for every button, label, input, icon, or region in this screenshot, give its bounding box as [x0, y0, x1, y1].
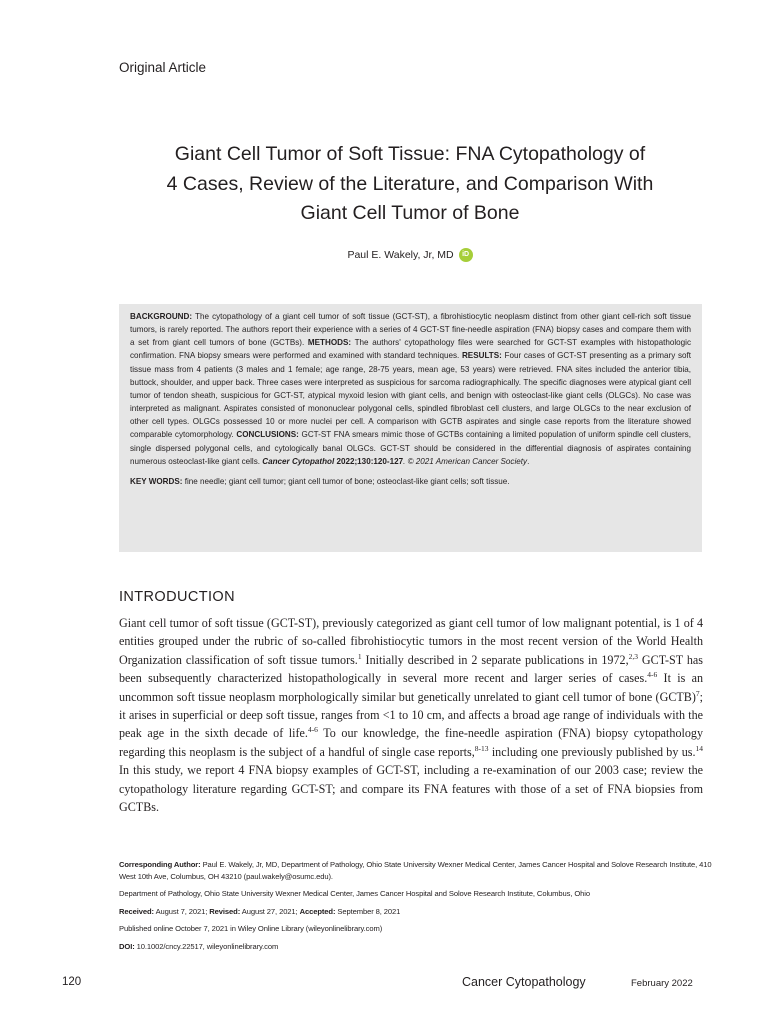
revised-label: Revised:: [209, 906, 241, 916]
abstract-results-label: RESULTS:: [461, 351, 502, 361]
article-type-label: Original Article: [119, 60, 207, 75]
citation-ref: 2022;130:120-127: [336, 456, 404, 466]
received-label: Received:: [119, 906, 154, 916]
journal-name: Cancer Cytopathology: [462, 975, 586, 989]
copyright-notice: . © 2021 American Cancer Society: [403, 456, 528, 466]
title-line: 4 Cases, Review of the Literature, and Comparison With: [166, 172, 654, 195]
title-line: Giant Cell Tumor of Soft Tissue: FNA Cytopathology of: [174, 143, 646, 165]
keywords: [130, 476, 691, 488]
reference-link[interactable]: 1: [357, 651, 362, 661]
reference-link[interactable]: 8-13: [474, 743, 489, 753]
published-note: Published online October 7, 2021 in Wiley Online Library (wileyonlinelibrary.com): [119, 924, 383, 933]
abstract-conclusions: GCT-ST FNA smears mimic those of GCTBs containing a limited population of uniform spindle cell clusters, single dispersed polygonal cells, and cytologically banal OLGCs. GCT-ST should be considered in the differential diagnosis of aspirates containing numerous osteoclast-like giant cells.: [130, 430, 691, 466]
doi-label: DOI:: [119, 941, 135, 951]
reference-link[interactable]: 4-6: [647, 670, 658, 680]
title-line: Giant Cell Tumor of Bone: [300, 202, 520, 224]
keywords-label: KEY WORDS:: [130, 476, 183, 486]
abstract-end: .: [527, 456, 530, 466]
intro-text: GCT-ST has been subsequently characterized histopathologically in several more recent and larger series of cases.: [119, 652, 703, 686]
abstract-results: Four cases of GCT-ST presenting as a primary soft tissue mass from 4 patients (3 males and 1 female; age range, 28-75 years, mean age, 53 years) were retrieved. FNA sites included the anterior tibia, buttock, shoulder, and upper back. Three cases were interpreted as suspicious for sarcoma radiographically. The specific diagnoses were atypical giant cell tumor of tendon sheath, suspicious for GCT-ST, atypical myxoid lesion with giant cells, and benign with osteoclast-like giant cells (OLGCs). No case was interpreted as malignant. Aspirates consisted of mononuclear polygonal cells, spindled fibroblast cell clusters, and large OLGCs to the near exclusion of other cell types. OLGCs possessed 10 or more nuclei per cell. A comparison with GCTB aspirates and single case reports from the literature showed comparable cytomorphology.: [130, 351, 691, 440]
dates-note: [119, 906, 719, 918]
section-heading-introduction: INTRODUCTION: [119, 589, 235, 605]
footnotes: [119, 859, 719, 958]
author-name: Paul E. Wakely, Jr, MD: [347, 249, 454, 261]
revised-date: August 27, 2021;: [240, 906, 300, 916]
reference-link[interactable]: 4-6: [307, 725, 318, 735]
intro-text: It is an uncommon soft tissue neoplasm morphologically similar but genetically unrelated to giant cell tumor of bone (GCTB): [119, 671, 703, 704]
intro-text: To our knowledge, the fine-needle aspiration (FNA) biopsy cytopathology regarding this neoplasm is the subject of a handful of single case reports,: [119, 726, 703, 759]
accepted-label: Accepted:: [299, 906, 336, 916]
intro-text: Initially described in 2 separate publications in 1972,: [361, 652, 629, 667]
corresponding-author-note: [119, 859, 719, 882]
intro-text: Giant cell tumor of soft tissue (GCT-ST), previously categorized as giant cell tumor of low malignant potential, is 1 of 4 entities grouped under the rubric of so-called fibrohistiocytic tumors in the most recent version of the World Health Organization classification of soft tissue tumors.: [119, 616, 703, 667]
abstract-background-label: BACKGROUND:: [130, 312, 193, 321]
intro-text: including one previously published by us.: [488, 744, 696, 759]
issue-date: February 2022: [631, 978, 693, 989]
citation-journal: Cancer Cytopathol: [262, 456, 335, 466]
page-number: 120: [62, 976, 82, 988]
affiliation-note: Department of Pathology, Ohio State University Wexner Medical Center, James Cancer Hospital and Solove Research Institute, Columbus, Ohio: [119, 889, 590, 898]
accepted-date: September 8, 2021: [335, 906, 401, 916]
reference-link[interactable]: 2,3: [628, 651, 638, 661]
author-line: [100, 246, 720, 264]
orcid-icon[interactable]: iD: [459, 248, 473, 262]
intro-text: In this study, we report 4 FNA biopsy examples of GCT-ST, including a re-examination of our 2003 case; review the cytopathology literature regarding GCT-ST; and compare its FNA features with those of a set of FNA biopsies from GCTBs.: [119, 763, 703, 815]
reference-link[interactable]: 7: [695, 688, 700, 698]
introduction-paragraph: [119, 614, 703, 816]
article-title: [100, 140, 720, 229]
doi-note: [119, 941, 719, 953]
doi-link[interactable]: 10.1002/cncy.22517, wileyonlinelibrary.com: [134, 941, 279, 951]
abstract-background: The cytopathology of a giant cell tumor of soft tissue (GCT-ST), a fibrohistiocytic neoplasm distinct from other giant cell-rich soft tissue tumors, is rarely reported. The authors report their experience with a series of 4 GCT-ST fine-needle aspiration (FNA) biopsy cases and compare them with a set from giant cell tumors of bone (GCTBs).: [130, 312, 691, 348]
abstract-box: [119, 304, 702, 552]
intro-text: ; it arises in superficial or deep soft tissue, ranges from <1 to 10 cm, and affects a broad age range of individuals with the peak age in the sixth decade of life.: [119, 689, 703, 741]
abstract-text: [130, 310, 691, 468]
abstract-methods: The authors' cytopathology files were searched for GCT-ST examples with histopathologic confirmation. FNA biopsy smears were performed and examined with standard techniques.: [130, 338, 691, 361]
corresponding-author-label: Corresponding Author:: [119, 860, 201, 869]
reference-link[interactable]: 14: [695, 743, 703, 753]
received-date: August 7, 2021;: [153, 906, 210, 916]
corresponding-author-text: Paul E. Wakely, Jr, MD, Department of Pathology, Ohio State University Wexner Medical Center, James Cancer Hospital and Solove Research Institute, 410 West 10th Ave, Columbus, OH 43210 (paul.wakely@osumc.edu).: [119, 860, 712, 881]
abstract-conclusions-label: CONCLUSIONS:: [236, 430, 299, 440]
abstract-methods-label: METHODS:: [307, 338, 352, 348]
keywords-list: fine needle; giant cell tumor; giant cell tumor of bone; osteoclast-like giant cells; soft tissue.: [182, 476, 510, 486]
